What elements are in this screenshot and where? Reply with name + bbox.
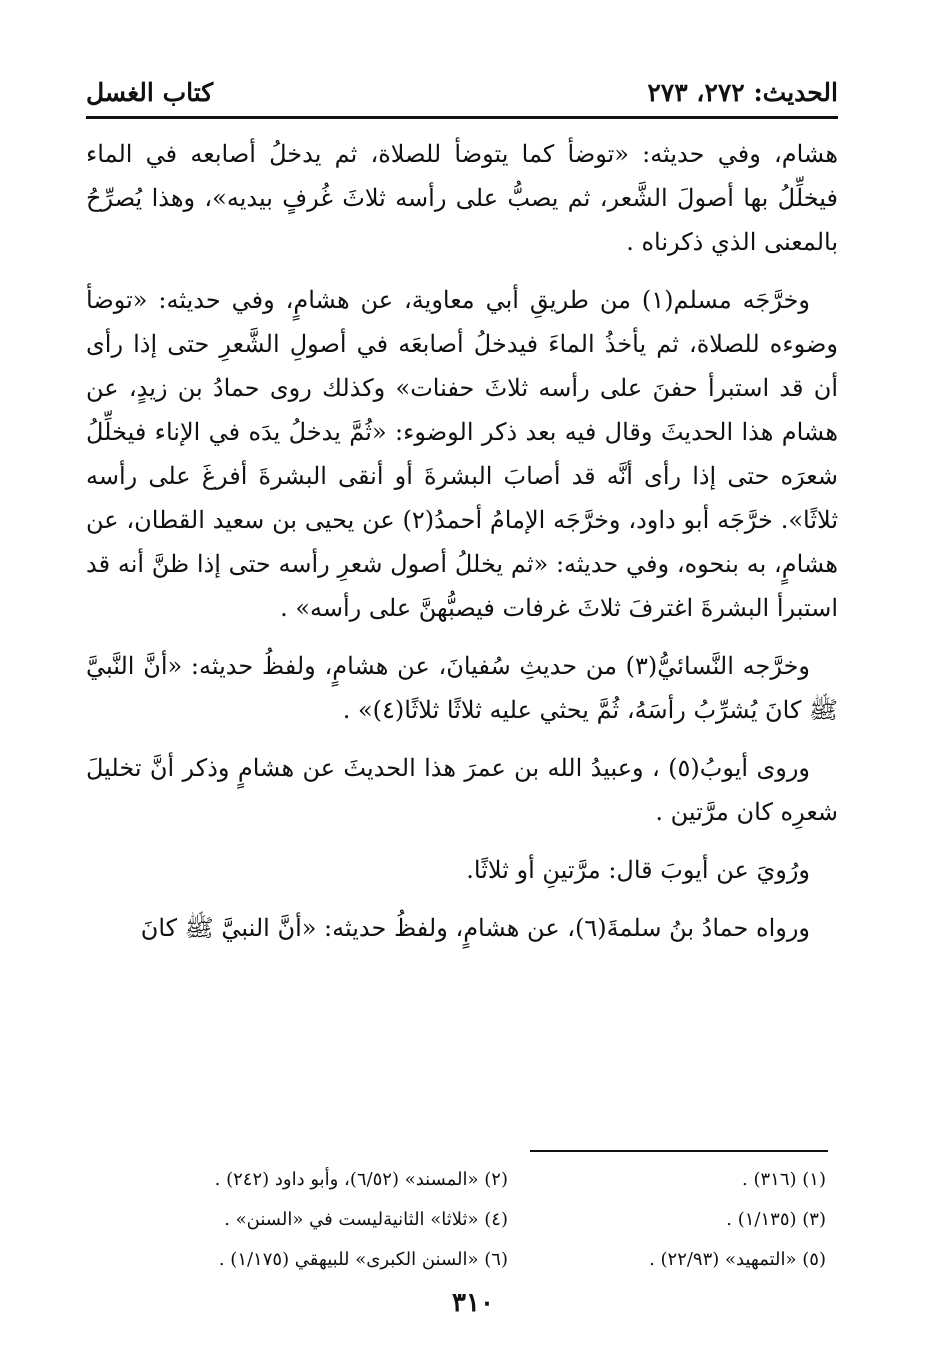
paragraph: هشام، وفي حديثه: «توضأ كما يتوضأ للصلاة، ثم يدخلُ أصابعه في الماء فيخلِّلُ بها أصولَ الشَّعر، ثم يصبُّ على رأسه ثلاثَ غُرفٍ بيديه»، وهذا يُصرِّحُ بالمعنى الذي ذكرناه . — [86, 140, 839, 256]
footnote-row — [98, 1200, 826, 1240]
main-text — [86, 132, 838, 964]
paragraph: وخرَّجَه مسلم(١) من طريقِ أبي معاوية، عن هشامٍ، وفي حديثه: «توضأ وضوءه للصلاة، ثم يأخذُ الماءَ فيدخلُ أصابعَه في أصولِ الشَّعرِ حتى إذا رأى أن قد استبرأ حفنَ على رأسه ثلاثَ حفنات» وكذلك روى حمادُ بن زيدٍ، عن هشام هذا الحديثَ وقال فيه بعد ذكر الوضوء: «ثُمَّ يدخلُ يدَه في الإناء فيخلِّلُ شعرَه حتى إذا رأى أنَّه قد أصابَ البشرةَ أو أنقى البشرةَ أفرغَ على رأسه ثلاثًا». خرَّجَه أبو داود، وخرَّجَه الإمامُ أحمدُ(٢) عن يحيى بن سعيد القطان، عن هشامٍ، به بنحوه، وفي حديثه: «ثم يخللُ أصول شعرِ رأسه حتى إذا ظنَّ أنه قد استبرأ البشرةَ اغترفَ ثلاثَ غرفات فيصبُّهنَّ على رأسه» . — [86, 286, 839, 622]
footnote-divider — [530, 1150, 828, 1152]
paragraph: وخرَّجه النَّسائيُّ(٣) من حديثِ سُفيانَ، عن هشامٍ، ولفظُ حديثه: «أنَّ النَّبيَّ ﷺ كانَ يُشرِّبُ رأسَهُ، ثُمَّ يحثي عليه ثلاثًا ثلاثًا(٤)» . — [86, 652, 838, 724]
hadith-reference: الحديث: ٢٧٢، ٢٧٣ — [647, 78, 838, 107]
footnote: (٤) «ثلاثا» الثانيةليست في «السنن» . — [224, 1209, 508, 1230]
header-divider — [86, 116, 838, 119]
paragraph: ورواه حمادُ بنُ سلمةَ(٦)، عن هشامٍ، ولفظُ حديثه: «أنَّ النبيَّ ﷺ كانَ — [140, 914, 810, 942]
paragraph: ورُويَ عن أيوبَ قال: مرَّتينِ أو ثلاثًا. — [466, 856, 810, 884]
footnote: (٣) (١/١٣٥) . — [726, 1209, 826, 1230]
page-number: ٣١٠ — [452, 1288, 494, 1318]
book-title: كتاب الغسل — [86, 78, 214, 107]
footnote: (٢) «المسند» (٦/٥٢)، وأبو داود (٢٤٢) . — [214, 1169, 508, 1190]
running-header — [86, 74, 838, 114]
footnote: (٦) «السنن الكبرى» للبيهقي (١/١٧٥) . — [218, 1249, 508, 1270]
footnote-row — [98, 1160, 826, 1200]
footnote-row — [98, 1240, 826, 1280]
footnote: (٥) «التمهيد» (٢٢/٩٣) . — [649, 1249, 826, 1270]
footnote: (١) (٣١٦) . — [742, 1169, 826, 1190]
paragraph: وروى أيوبُ(٥) ، وعبيدُ الله بن عمرَ هذا الحديثَ عن هشامٍ وذكر أنَّ تخليلَ شعرِه كان مرَّتين . — [86, 754, 838, 826]
footnotes — [98, 1160, 826, 1280]
